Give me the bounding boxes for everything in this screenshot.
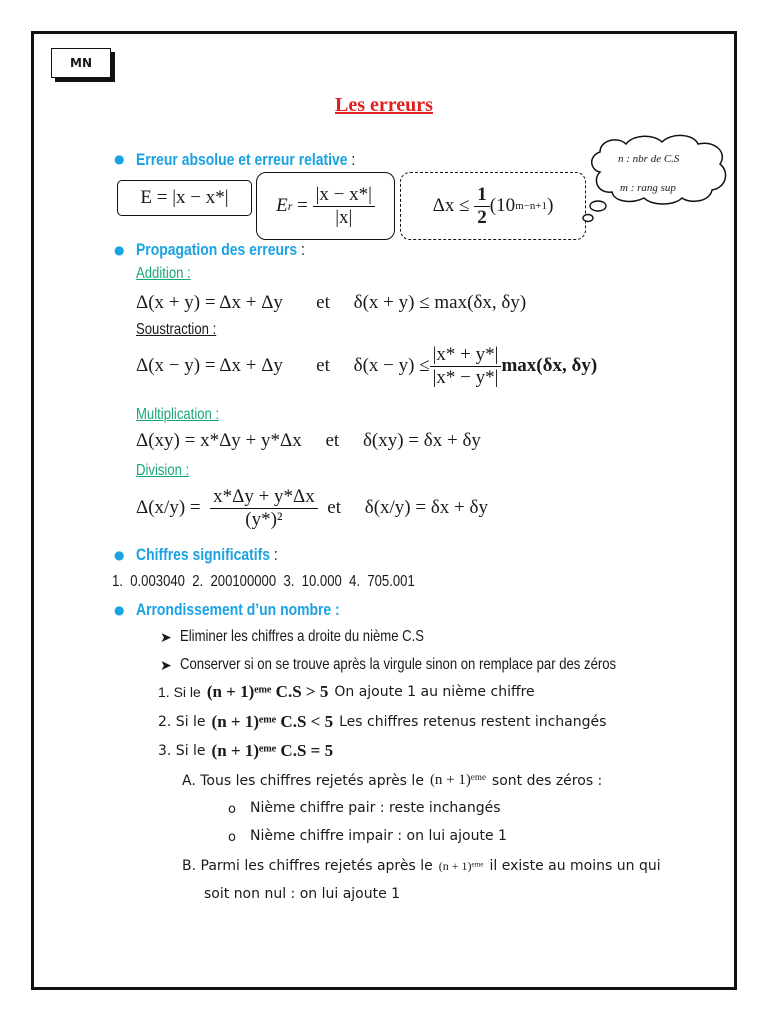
rule-item-3: 3. Si le (n + 1)ᵉᵐᵉ C.S = 5 [158,741,334,760]
cloud-note-n: n : nbr de C.S [618,153,680,165]
division-formula: Δ(x/y) = $\frac{x*\Delta y + y*\Delta x}{\text{(y*)²}}$ et δ(x/y) = δx + δy [136,486,488,530]
section-heading-chiffres: Chiffres significatifs : [136,545,278,564]
delta-x-formula: Δx ≤ $\frac{1}{2}$ (10 m−n+1 ) [400,172,586,240]
rule-sub-a: A. Tous les chiffres rejetés après le (n + 1)ᵉᵐᵉ sont des zéros : [182,772,603,789]
cloud-note-m: m : rang sup [620,182,676,194]
subject-tag: MN [51,48,111,78]
arrow-bullet-icon: ➤ [160,658,172,674]
soustraction-label: Soustraction : [136,321,217,338]
rule-sub-b: B. Parmi les chiffres rejetés après le (n + 1)ᵉᵐᵉ il existe au moins un qui [182,858,661,874]
bullet-icon: ● [114,243,125,257]
bullet-icon: ● [114,603,125,617]
soustraction-formula: Δ(x − y) = Δx + Δy et δ(x − y) ≤ $\frac{|x* + y*|}{|x* - y*|}$ max(δx, δy) [136,344,598,388]
multiplication-label: Multiplication : [136,406,220,423]
bullet-icon: ● [114,548,125,562]
addition-formula: Δ(x + y) = Δx + Δy et δ(x + y) ≤ max(δx, δy) [136,292,527,313]
addition-label: Addition : [136,265,191,282]
page-title: Les erreurs [335,94,433,116]
division-label: Division : [136,462,190,479]
rule-conserve: Conserver si on se trouve après la virgule sinon on remplace par des zéros [180,656,617,673]
section-heading-arrondissement: Arrondissement d’un nombre : [136,600,340,619]
section-heading-propagation: Propagation des erreurs : [136,240,305,259]
circle-bullet-icon: o [228,802,236,817]
rule-odd-digit: Nième chiffre impair : on lui ajoute 1 [250,828,507,844]
rule-even-digit: Nième chiffre pair : reste inchangés [250,800,501,816]
section-heading-erreur: Erreur absolue et erreur relative : [136,150,356,169]
multiplication-formula: Δ(xy) = x*Δy + y*Δx et δ(xy) = δx + δy [136,430,481,451]
rule-item-1: 1. Si le (n + 1)ᵉᵐᵉ C.S > 5 On ajoute 1 au nième chiffre [158,682,535,701]
rule-item-2: 2. Si le (n + 1)ᵉᵐᵉ C.S < 5 Les chiffres retenus restent inchangés [158,712,607,731]
bullet-icon: ● [114,152,125,166]
rule-eliminate: Eliminer les chiffres a droite du nième C.S [180,628,425,645]
absolute-error-formula: E = |x − x*| [117,180,252,216]
rule-sub-b-continued: soit non nul : on lui ajoute 1 [204,886,401,902]
significant-digits-examples: 1. 0.003040 2. 200100000 3. 10.000 4. 705.001 [112,573,415,590]
arrow-bullet-icon: ➤ [160,630,172,646]
thought-cloud-icon [582,130,732,230]
relative-error-formula: E r = $\frac{|x - x*|}{|x|}$ [256,172,395,240]
circle-bullet-icon: o [228,830,236,845]
